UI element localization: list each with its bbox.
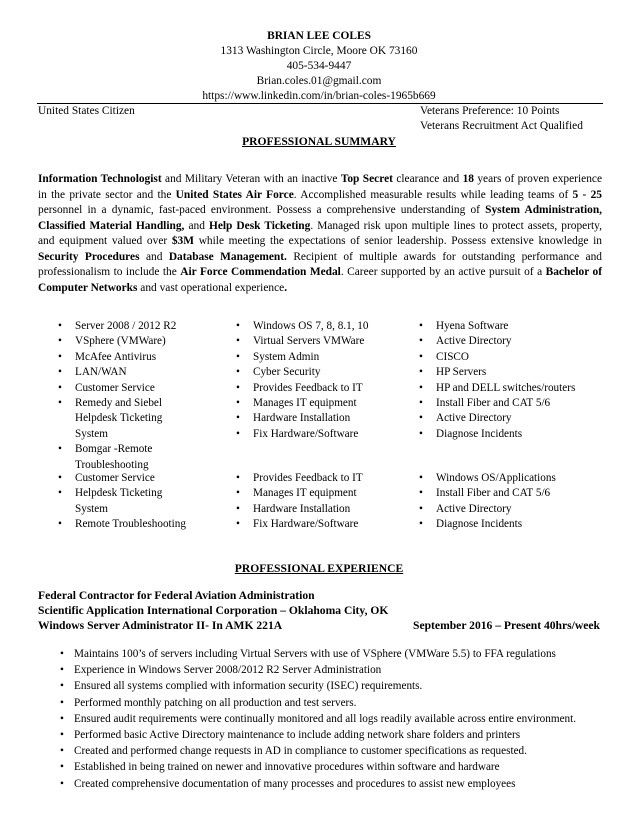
summary-text: 18 — [462, 173, 474, 185]
skill-item: • Hardware Installation — [233, 411, 408, 426]
summary-text: . Managed risk upon multiple lines to protect assets, property, and equipment valued over — [38, 219, 602, 247]
skill-item: • Windows OS 7, 8, 8.1, 10 — [233, 319, 408, 334]
duty-item: • Ensured audit requirements were continually monitored and all logs readily available across entire environment. — [38, 711, 598, 727]
job-title: Windows Server Administrator II- In AMK 221A — [38, 619, 283, 632]
job-line — [38, 618, 604, 634]
skill-item: • Windows OS/Applications — [416, 471, 606, 486]
summary-text: Air Force Commendation Medal — [180, 266, 341, 278]
summary-text: . — [284, 281, 288, 294]
address: 1313 Washington Circle, Moore OK 73160 — [220, 45, 418, 57]
skill-item: • Hardware Installation — [233, 502, 408, 517]
summary-text: 5 - 25 — [572, 188, 602, 201]
skill-item: • Diagnose Incidents — [416, 517, 606, 532]
duty-item: • Created and performed change requests in AD in compliance to customer specifications as requested. — [38, 743, 598, 759]
skill-item: • HP and DELL switches/routers — [416, 381, 606, 396]
job-dates: September 2016 – Present 40hrs/week — [413, 619, 600, 632]
summary-text: Help Desk Ticketing — [208, 219, 311, 232]
skill-item: • Server 2008 / 2012 R2 — [55, 319, 215, 334]
summary-text: years of proven experience in the private sector and the — [38, 173, 602, 201]
skill-item: • Manages IT equipment — [233, 486, 408, 501]
skill-item: • Manages IT equipment — [233, 396, 408, 411]
skill-item: • VSphere (VMWare) — [55, 334, 215, 349]
summary-text: Recipient of multiple awards for outstanding performance and professionalism to include the — [38, 250, 602, 278]
employer: Federal Contractor for Federal Aviation Administration — [38, 589, 315, 602]
skill-item: • Remote Troubleshooting — [55, 517, 215, 532]
summary-text: and Military Veteran with an inactive — [161, 173, 341, 185]
email: Brian.coles.01@gmail.com — [256, 75, 382, 87]
skills-list — [416, 319, 606, 442]
skill-item: • McAfee Antivirus — [55, 350, 215, 365]
linkedin-url: https://www.linkedin.com/in/brian-coles-1965b669 — [202, 90, 436, 102]
skill-item: • Customer Service — [55, 471, 215, 486]
summary-text: . Career supported by an active pursuit of a — [340, 266, 546, 278]
skill-item: • Bomgar -Remote Troubleshooting — [55, 442, 175, 473]
skills-list — [416, 471, 606, 533]
skill-item: • Active Directory — [416, 334, 606, 349]
duty-item: • Ensured all systems complied with information security (ISEC) requirements. — [38, 678, 598, 694]
summary-text: Security Procedures — [38, 250, 140, 263]
duty-item: • Performed basic Active Directory maintenance to include adding network share folders and printers — [38, 727, 598, 743]
summary-text: and — [184, 219, 209, 232]
skill-item: • CISCO — [416, 350, 606, 365]
summary-text: . Accomplished measurable results while leading teams of — [293, 188, 573, 201]
summary-text: personnel in a dynamic, fast-paced environment. Possess a comprehensive understanding of — [38, 204, 486, 216]
summary-paragraph — [38, 172, 602, 296]
summary-text: and vast operational experience — [137, 281, 285, 294]
duty-item: • Experience in Windows Server 2008/2012 R2 Server Administration — [38, 662, 598, 678]
skill-item: • LAN/WAN — [55, 365, 215, 380]
contact-header — [0, 29, 638, 104]
skill-item: • Active Directory — [416, 502, 606, 517]
summary-text: Bachelor of Computer Networks — [38, 266, 602, 294]
skills-list — [55, 471, 215, 533]
skills-list — [55, 319, 215, 473]
summary-text: Information Technologist — [38, 173, 162, 185]
company: Scientific Application International Corporation – Oklahoma City, OK — [38, 604, 389, 617]
duty-item: • Maintains 100’s of servers including Virtual Servers with use of VSphere (VMWare 5.5) to FFA regulations — [38, 646, 598, 662]
duties-list — [38, 646, 598, 792]
summary-text: and — [139, 250, 169, 263]
skill-item: • Fix Hardware/Software — [233, 517, 408, 532]
skill-item: • Fix Hardware/Software — [233, 427, 408, 442]
summary-text: Database Management. — [168, 250, 287, 263]
skill-item: • Install Fiber and CAT 5/6 — [416, 486, 606, 501]
skills-list — [233, 319, 408, 442]
skill-item: • Helpdesk Ticketing System — [55, 486, 175, 517]
skill-item: • Remedy and Siebel Helpdesk Ticketing System — [55, 396, 187, 442]
candidate-name: BRIAN LEE COLES — [267, 30, 371, 42]
veterans-status — [420, 104, 583, 134]
veterans-preference: Veterans Preference: 10 Points — [420, 105, 560, 117]
summary-text: while meeting the expectations of senior leadership. Possess extensive knowledge in — [194, 235, 602, 247]
summary-title: PROFESSIONAL SUMMARY — [242, 135, 396, 148]
summary-text: Top Secret — [340, 173, 393, 185]
skill-item: • Provides Feedback to IT — [233, 471, 408, 486]
duty-item: • Created comprehensive documentation of many processes and procedures to assist new employees — [38, 776, 598, 792]
summary-text: United States Air Force — [175, 188, 294, 201]
skill-item: • Hyena Software — [416, 319, 606, 334]
skill-item: • System Admin — [233, 350, 408, 365]
duty-item: • Performed monthly patching on all production and test servers. — [38, 695, 598, 711]
skill-item: • Provides Feedback to IT — [233, 381, 408, 396]
skills-list — [233, 471, 408, 533]
skill-item: • Customer Service — [55, 381, 215, 396]
skill-item: • Install Fiber and CAT 5/6 — [416, 396, 606, 411]
summary-text: $3M — [171, 235, 195, 247]
citizenship: United States Citizen — [38, 105, 135, 117]
experience-title: PROFESSIONAL EXPERIENCE — [234, 562, 404, 575]
skill-item: • Virtual Servers VMWare — [233, 334, 408, 349]
phone: 405-534-9447 — [286, 60, 352, 72]
summary-text: System Administration, Classified Material Handling, — [38, 204, 603, 232]
skill-item: • Active Directory — [416, 411, 606, 426]
veterans-recruitment: Veterans Recruitment Act Qualified — [420, 120, 583, 132]
skill-item: • Diagnose Incidents — [416, 427, 606, 442]
skill-item: • Cyber Security — [233, 365, 408, 380]
skill-item: • HP Servers — [416, 365, 606, 380]
summary-text: clearance and — [392, 173, 463, 185]
duty-item: • Established in being trained on newer and innovative procedures within software and hardware — [38, 759, 598, 775]
